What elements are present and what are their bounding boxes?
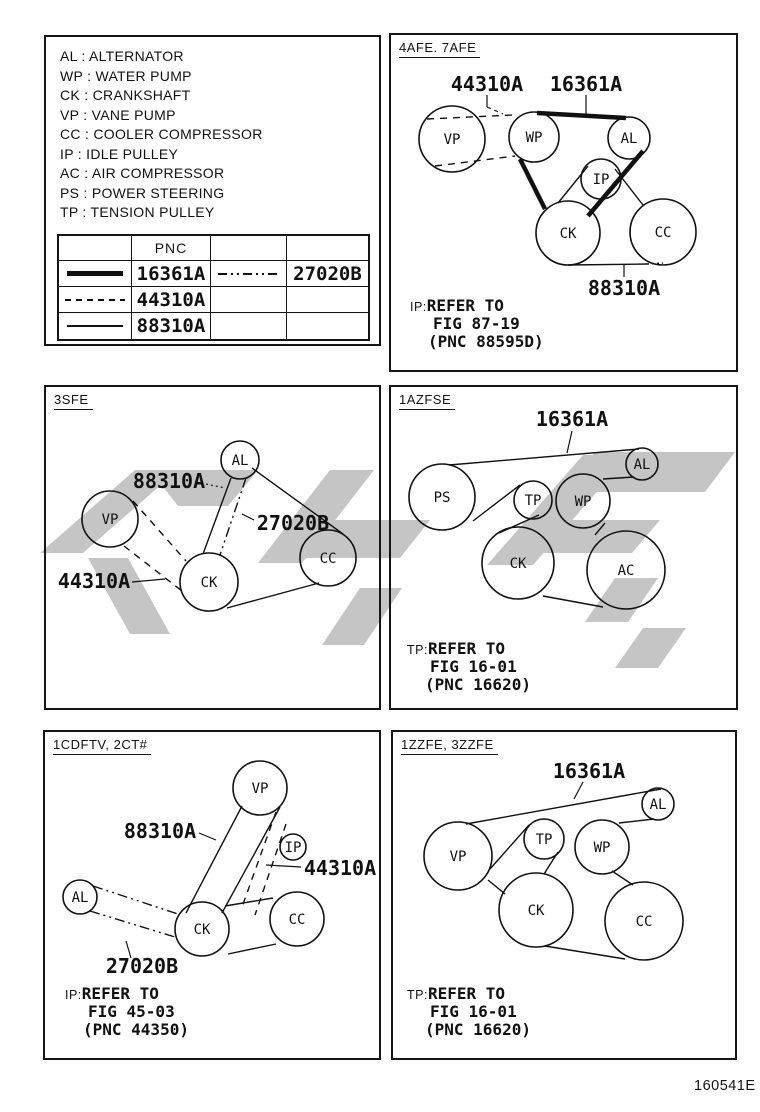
pulley-label: TP bbox=[524, 493, 542, 509]
line-sample-thick bbox=[59, 261, 132, 287]
label-leader-lines bbox=[126, 833, 301, 958]
note-line: FIG 87-19 bbox=[433, 314, 520, 333]
pulley-label: VP bbox=[449, 849, 467, 865]
part-number-label: 44310A bbox=[57, 569, 131, 593]
part-number-label: 16361A bbox=[549, 72, 623, 96]
reference-note bbox=[407, 640, 531, 694]
label-leader-lines bbox=[132, 484, 254, 582]
pulley-label: AL bbox=[633, 457, 651, 473]
panel-3sfe bbox=[44, 385, 381, 710]
label-leader-lines bbox=[574, 782, 583, 799]
pulley-label: WP bbox=[593, 840, 611, 856]
pnc-number: 44310A bbox=[132, 287, 211, 313]
engine-code-title: 4AFE. 7AFE bbox=[399, 40, 480, 58]
belt-16361a bbox=[466, 789, 661, 959]
engine-code-title: 3SFE bbox=[54, 392, 93, 410]
panel-4afe-7afe bbox=[389, 33, 738, 372]
note-line: REFER TO bbox=[426, 296, 504, 315]
panel-1zzfe-3zzfe bbox=[391, 730, 737, 1060]
note-prefix: IP: bbox=[65, 988, 82, 1002]
pulley-label: AL bbox=[231, 453, 249, 469]
belt-27020b bbox=[220, 478, 246, 555]
pulley-label: VP bbox=[443, 132, 461, 148]
legend-item: IP : IDLE PULLEY bbox=[60, 145, 179, 162]
part-number-label: 27020B bbox=[105, 954, 179, 978]
reference-note bbox=[407, 985, 531, 1039]
note-prefix: IP: bbox=[410, 300, 427, 314]
note-prefix: TP: bbox=[407, 988, 428, 1002]
pulley-label: PS bbox=[433, 490, 451, 506]
part-number-label: 27020B bbox=[256, 511, 330, 535]
note-line: (PNC 44350) bbox=[83, 1020, 189, 1039]
line-sample-dashed bbox=[59, 287, 132, 313]
belt-44310a bbox=[124, 501, 186, 591]
part-number-label: 88310A bbox=[123, 819, 197, 843]
pulley-label: CC bbox=[654, 225, 672, 241]
pulley-label: CC bbox=[288, 912, 306, 928]
pulley-label: VP bbox=[251, 781, 269, 797]
note-line: FIG 16-01 bbox=[430, 1002, 517, 1021]
legend-panel bbox=[44, 35, 381, 346]
pnc-number: 27020B bbox=[287, 261, 368, 287]
note-line: FIG 16-01 bbox=[430, 657, 517, 676]
note-line: REFER TO bbox=[427, 639, 506, 658]
pnc-line-style-table bbox=[57, 234, 370, 341]
legend-item: WP : WATER PUMP bbox=[60, 67, 192, 84]
part-number-label: 44310A bbox=[303, 856, 377, 880]
line-sample-dashdot bbox=[211, 261, 287, 287]
engine-code-title: 1CDFTV, 2CT# bbox=[53, 737, 151, 755]
part-number-label: 44310A bbox=[450, 72, 524, 96]
abbreviation-legend bbox=[60, 47, 263, 223]
pulley-label: CK bbox=[527, 903, 545, 919]
legend-item: PS : POWER STEERING bbox=[60, 184, 225, 201]
pulley-label: CK bbox=[200, 575, 218, 591]
note-prefix: TP: bbox=[407, 643, 428, 657]
legend-item: CC : COOLER COMPRESSOR bbox=[60, 126, 263, 142]
table-cell bbox=[59, 236, 132, 261]
legend-item: VP : VANE PUMP bbox=[60, 106, 176, 123]
pulley-label: AL bbox=[620, 131, 638, 147]
pulley-label: CK bbox=[509, 556, 527, 572]
pulley-label: TP bbox=[535, 832, 553, 848]
panel-1cdftv-2ct bbox=[43, 730, 381, 1060]
part-number-label: 88310A bbox=[132, 469, 206, 493]
note-line: (PNC 88595D) bbox=[428, 332, 544, 351]
reference-note bbox=[410, 297, 544, 351]
pnc-number: 16361A bbox=[132, 261, 211, 287]
pulley-label: AC bbox=[617, 563, 635, 579]
pulley-label: CK bbox=[559, 226, 577, 242]
table-cell bbox=[287, 236, 368, 261]
table-cell bbox=[287, 287, 368, 313]
reference-note bbox=[65, 985, 189, 1039]
pulley-label: CC bbox=[319, 551, 337, 567]
table-cell bbox=[211, 236, 287, 261]
pulley-label: IP bbox=[592, 172, 610, 188]
legend-item: TP : TENSION PULLEY bbox=[60, 204, 215, 220]
engine-code-title: 1AZFSE bbox=[399, 392, 455, 410]
belt-88310a bbox=[200, 468, 343, 608]
belt-44310a bbox=[427, 115, 515, 166]
note-line: (PNC 16620) bbox=[425, 675, 531, 694]
part-number-label: 88310A bbox=[587, 276, 661, 300]
pulley-label: AL bbox=[649, 797, 667, 813]
note-line: REFER TO bbox=[81, 984, 159, 1003]
pulley-label: CK bbox=[193, 922, 211, 938]
pulley-label: AL bbox=[71, 890, 89, 906]
note-line: (PNC 16620) bbox=[425, 1020, 531, 1039]
line-sample-thin bbox=[59, 313, 132, 339]
pulley-label: VP bbox=[101, 512, 119, 528]
pnc-column-header: PNC bbox=[132, 236, 211, 261]
note-line: REFER TO bbox=[427, 984, 506, 1003]
table-cell bbox=[287, 313, 368, 339]
label-leader-lines bbox=[567, 431, 572, 453]
part-number-label: 16361A bbox=[552, 759, 626, 783]
part-number-label: 16361A bbox=[535, 407, 609, 431]
legend-item: AL : ALTERNATOR bbox=[60, 48, 184, 64]
engine-code-title: 1ZZFE, 3ZZFE bbox=[401, 737, 498, 755]
figure-code: 160541E bbox=[694, 1078, 756, 1094]
panel-1azfse bbox=[389, 385, 738, 710]
belt-diagram-3sfe bbox=[46, 387, 379, 708]
legend-item: CK : CRANKSHAFT bbox=[60, 87, 191, 103]
belt-16361a bbox=[449, 449, 639, 607]
table-cell bbox=[211, 313, 287, 339]
pnc-number: 88310A bbox=[132, 313, 211, 339]
belt-27020b bbox=[90, 886, 178, 937]
table-cell bbox=[211, 287, 287, 313]
belt-88310a bbox=[558, 166, 663, 265]
pulley-label: IP bbox=[284, 840, 302, 856]
pulley-label: WP bbox=[574, 494, 592, 510]
belt-16361a bbox=[520, 113, 643, 216]
pulley-label: CC bbox=[635, 914, 653, 930]
pulley-label: WP bbox=[525, 130, 543, 146]
note-line: FIG 45-03 bbox=[88, 1002, 175, 1021]
legend-item: AC : AIR COMPRESSOR bbox=[60, 165, 225, 181]
